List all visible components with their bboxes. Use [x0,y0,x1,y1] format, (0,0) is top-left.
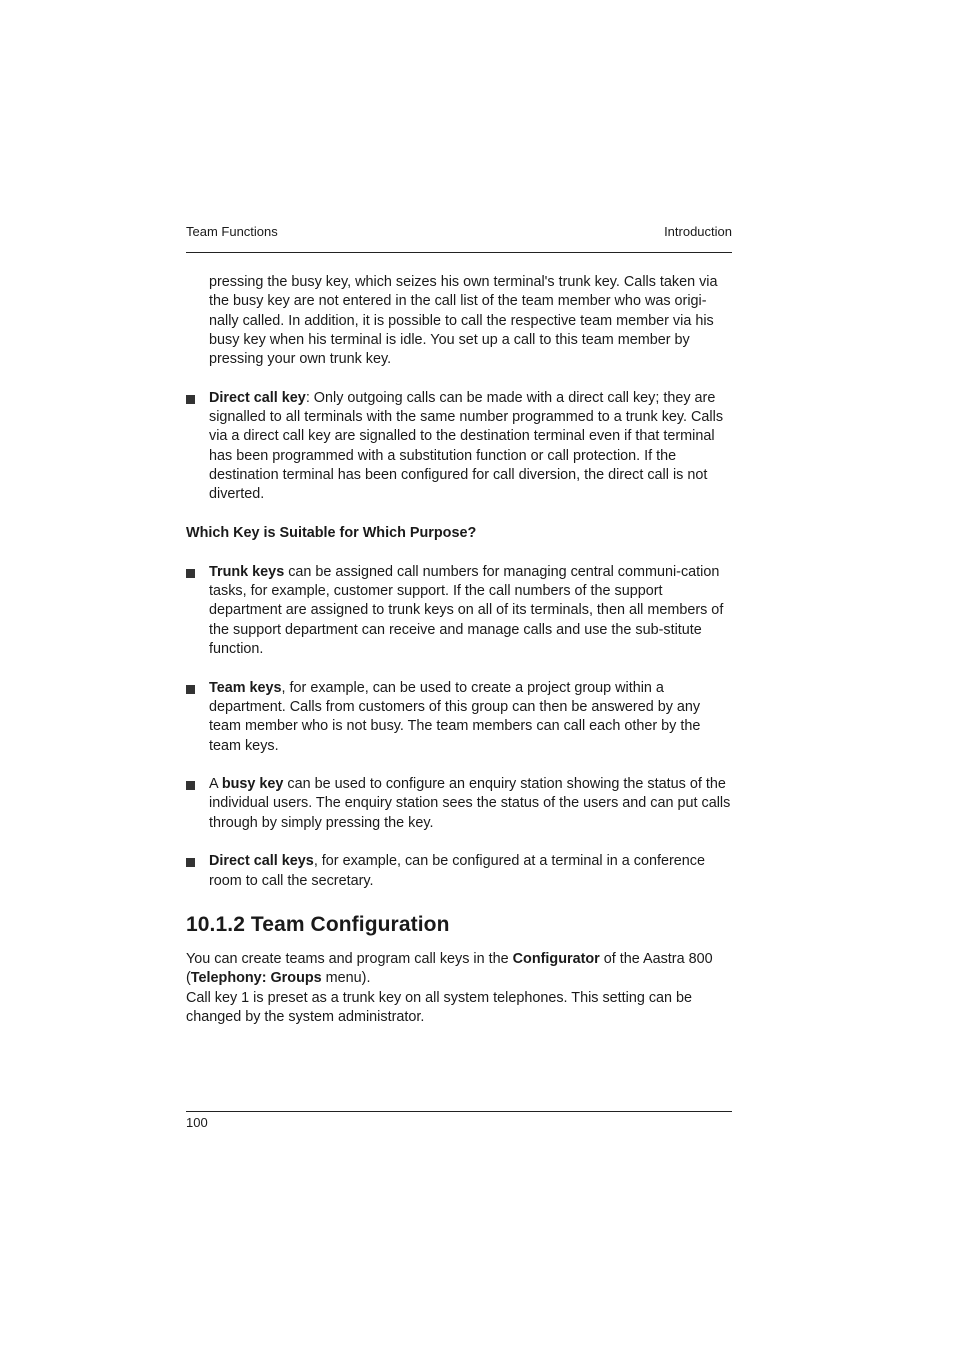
text-run: menu). [321,970,371,987]
bullet-text: : Only outgoing calls can be made with a direct call key; they are signalled to all terminals with the same number programmed to a trunk key. Calls via a direct call key are signalled to the destination terminal even if that terminal has been programmed with a substitution function or call protection. If the destination terminal has been configured for call diversion, the direct call is not diverted. [209,389,724,503]
bullet-square-icon [186,569,195,578]
bullet-square-icon [186,781,195,790]
page-number: 100 [186,1115,208,1130]
bullet-term: Trunk keys [209,563,285,580]
menu-path-term: Telephony: Groups [190,970,322,987]
section-title: 10.1.2 Team Configuration [186,913,450,937]
bullet-text: , for example, can be used to create a project group within a department. Calls from customers of this group can then be answered by any team member who is not busy. The team members can call each other by the team keys. [209,679,701,754]
page-footer [186,1111,732,1130]
bullet-team-keys [186,679,732,756]
bullet-square-icon [186,685,195,694]
bullet-square-icon [186,395,195,404]
text-run: of the Aastra 800 ( [186,951,713,987]
bullet-text: can be used to configure an enquiry station showing the status of the individual users. The enquiry station sees the status of the users and can put calls through by simply pressing the key. [209,776,731,831]
bullet-text: , for example, can be configured at a terminal in a conference room to call the secretary. [209,853,705,889]
bullet-term: busy key [221,776,284,793]
subheading: Which Key is Suitable for Which Purpose? [186,525,477,542]
bullet-direct-call-key [186,389,732,505]
header-section-title: Introduction [664,224,732,239]
section-paragraph-1 [186,950,732,989]
intro-continuation-paragraph: pressing the busy key, which seizes his own terminal's trunk key. Calls taken via the busy key are not entered in the call list of the team member who was origi-nally called. In addition, it is possible to call the respective team member via his busy key when his terminal is idle. You set up a call to this team member by pressing your own trunk key. [209,274,718,368]
header-chapter-title: Team Functions [186,224,278,239]
section-paragraph-2: Call key 1 is preset as a trunk key on all system telephones. This setting can be changed by the system administrator. [186,989,693,1025]
bullet-square-icon [186,858,195,867]
bullet-busy-key [186,775,732,833]
bullet-term: Direct call key [209,389,306,406]
text-run: You can create teams and program call keys in the [186,951,513,968]
bullet-prefix: A [209,776,222,793]
configurator-term: Configurator [512,951,600,968]
bullet-trunk-keys [186,563,732,659]
bullet-text: can be assigned call numbers for managing central communi-cation tasks, for example, customer support. If the call numbers of the support department are assigned to trunk keys on all of its terminals, then all members of the support department can receive and manage calls and use the sub-stitute function. [209,563,724,657]
page-content [186,273,732,1027]
bullet-direct-call-keys [186,852,732,891]
bullet-term: Team keys [209,679,282,696]
bullet-term: Direct call keys [209,853,314,870]
page-header [186,223,732,253]
